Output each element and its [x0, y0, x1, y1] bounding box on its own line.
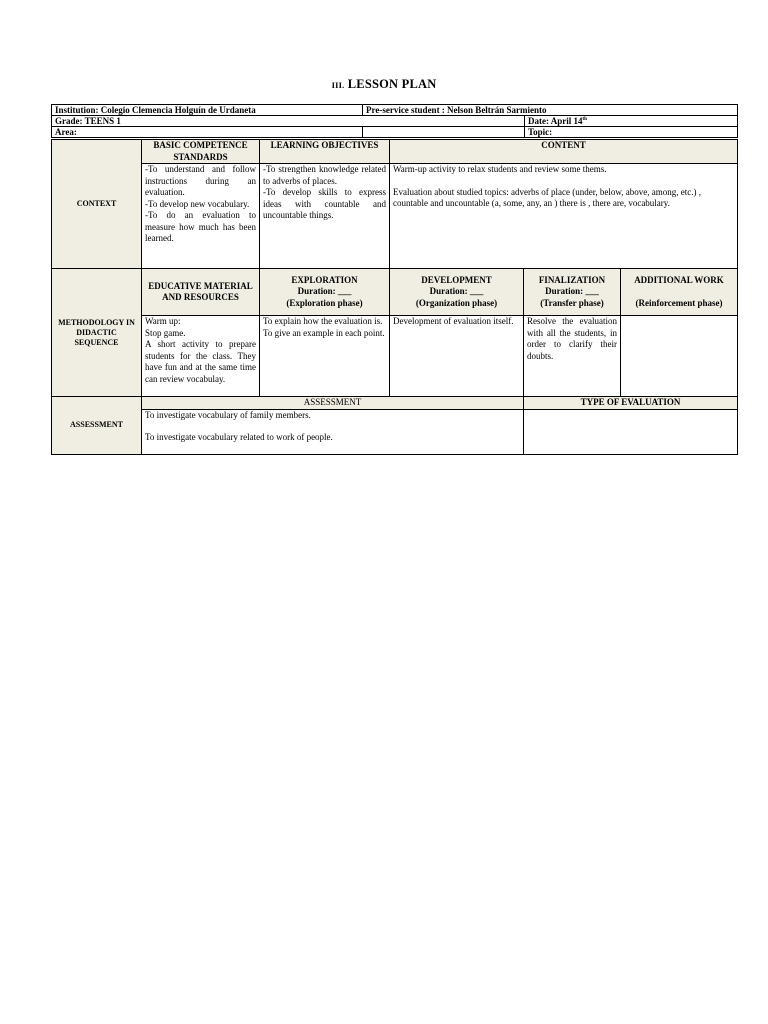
finalization-phase: (Transfer phase) [540, 297, 604, 308]
development-header [390, 269, 524, 316]
date-cell [525, 116, 738, 127]
assessment-content [142, 409, 524, 454]
content-paragraph-2: Evaluation about studied topics: adverbs of place (under, below, above, among, etc.) , countable and uncountable (a, some, any, an ) there is , there are, vocabulary. [393, 186, 701, 208]
evaluation-type-header: TYPE OF EVALUATION [524, 397, 738, 410]
additional-title: ADDITIONAL WORK [634, 275, 724, 285]
development-title: DEVELOPMENT [421, 274, 492, 285]
material-text: Warm up: Stop game. A short activity to prepare students for the class. They have fun and at the same time can review vocabulay. [142, 316, 260, 397]
context-label: CONTEXT [52, 140, 142, 269]
finalization-title: FINALIZATION [538, 274, 606, 285]
main-table [51, 139, 738, 455]
content-header: CONTENT [390, 140, 738, 164]
topic-cell: Topic: [525, 127, 738, 138]
date-text: Date: April 14 [528, 116, 583, 126]
date-suffix: th [582, 117, 587, 122]
assessment-header: ASSESSMENT [142, 397, 524, 410]
competence-text: -To understand and follow instructions during an evaluation. -To develop new vocabulary. -To do an evaluation to measure how much has been learned. [142, 164, 260, 269]
student-cell: Pre-service student : Nelson Beltrán Sarmiento [363, 105, 738, 116]
evaluation-type-cell [524, 409, 738, 454]
development-duration: Duration: ___ [429, 286, 484, 297]
objectives-text: -To strengthen knowledge related to adverbs of places. -To develop skills to express ideas with countable and uncountable things. [260, 164, 390, 269]
exploration-duration: Duration: ___ [297, 286, 352, 297]
objectives-header: LEARNING OBJECTIVES [260, 140, 390, 164]
title-numeral: III. [331, 80, 345, 90]
competence-header: BASIC COMPETENCE STANDARDS [142, 140, 260, 164]
grade-cell: Grade: TEENS 1 [52, 116, 525, 127]
assessment-label: ASSESSMENT [52, 397, 142, 455]
development-text: Development of evaluation itself. [390, 316, 524, 397]
additional-phase: (Reinforcement phase) [635, 297, 723, 308]
material-header: EDUCATIVE MATERIAL AND RESOURCES [142, 269, 260, 316]
exploration-phase: (Exploration phase) [286, 297, 363, 308]
content-cell [390, 164, 738, 269]
development-phase: (Organization phase) [415, 297, 498, 308]
exploration-header [260, 269, 390, 316]
finalization-header [524, 269, 621, 316]
exploration-text: To explain how the evaluation is. To give an example in each point. [260, 316, 390, 397]
area-cell: Area: [52, 127, 363, 138]
finalization-duration: Duration: ___ [545, 286, 599, 297]
content-paragraph-1: Warm-up activity to relax students and review some thems. [393, 164, 607, 174]
additional-header [621, 269, 738, 316]
assessment-line-1: To investigate vocabulary of family members. [145, 409, 311, 420]
additional-text [621, 316, 738, 397]
page-title [0, 77, 768, 92]
exploration-title: EXPLORATION [291, 274, 358, 285]
title-text: LESSON PLAN [347, 77, 437, 91]
header-table [51, 104, 738, 138]
institution-cell: Institution: Colegio Clemencia Holguín de Urdaneta [52, 105, 363, 116]
finalization-text: Resolve the evaluation with all the students, in order to clarify their doubts. [524, 316, 621, 397]
assessment-line-2: To investigate vocabulary related to work of people. [145, 432, 333, 442]
methodology-label: METHODOLOGY IN DIDACTIC SEQUENCE [52, 269, 142, 397]
area-blank-cell [363, 127, 525, 138]
